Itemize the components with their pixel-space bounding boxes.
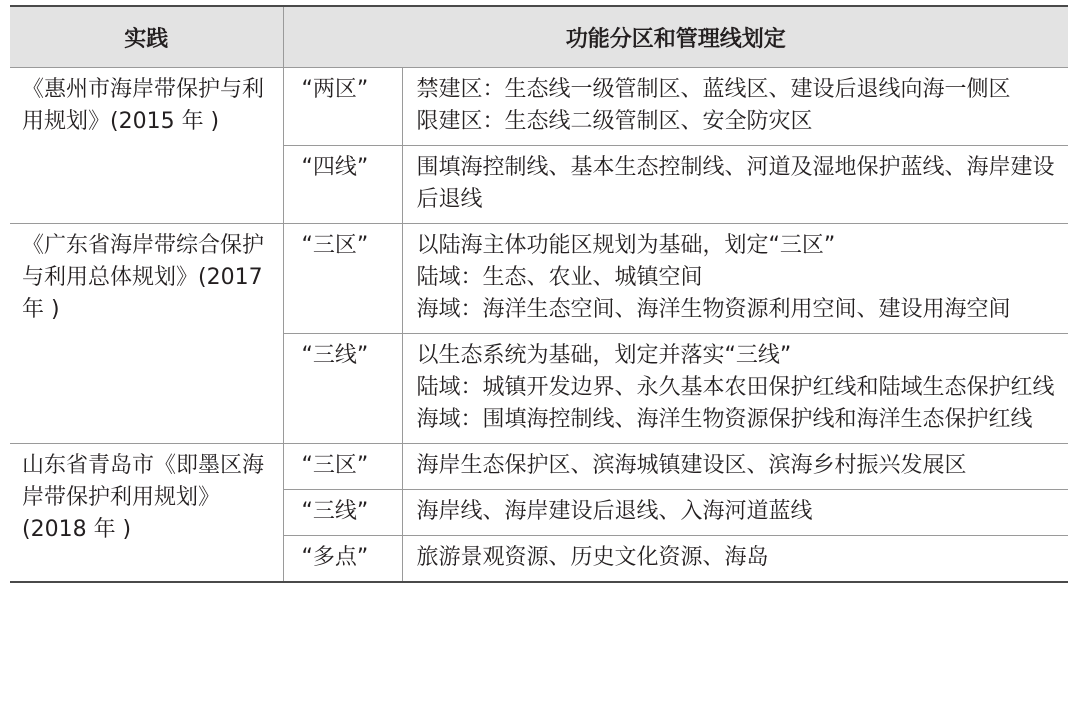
header-zoning: 功能分区和管理线划定 (283, 6, 1068, 68)
zone-type-cell: “三线” (283, 490, 402, 536)
desc-line: 以生态系统为基础，划定并落实“三线” (416, 343, 792, 368)
zone-type-cell: “三区” (283, 444, 402, 490)
desc-line: 陆域：城镇开发边界、永久基本农田保护红线和陆域生态保护红线 (416, 375, 1055, 400)
practice-cell: 《广东省海岸带综合保护与利用总体规划》(2017 年 ) (10, 224, 283, 444)
desc-line: 陆域：生态、农业、城镇空间 (416, 265, 703, 290)
zone-type-cell: “两区” (283, 68, 402, 146)
zone-desc-cell (402, 490, 1068, 536)
desc-line: 围填海控制线、基本生态控制线、河道及湿地保护蓝线、海岸建设后退线 (416, 155, 1055, 212)
table-header-row (10, 6, 1068, 68)
table-row (10, 68, 1068, 146)
zone-type-cell: “四线” (283, 146, 402, 224)
zone-desc-cell (402, 444, 1068, 490)
zone-desc-cell (402, 334, 1068, 444)
desc-line: 限建区：生态线二级管制区、安全防灾区 (416, 109, 813, 134)
table-row (10, 444, 1068, 490)
zone-desc-cell (402, 536, 1068, 583)
table-row (10, 224, 1068, 334)
desc-line: 旅游景观资源、历史文化资源、海岛 (416, 545, 769, 570)
desc-line: 海域：围填海控制线、海洋生物资源保护线和海洋生态保护红线 (416, 407, 1033, 432)
desc-line: 海岸线、海岸建设后退线、入海河道蓝线 (416, 499, 813, 524)
zoning-table (10, 5, 1068, 583)
practice-cell: 《惠州市海岸带保护与利用规划》(2015 年 ) (10, 68, 283, 224)
zone-desc-cell (402, 224, 1068, 334)
zone-type-cell: “三线” (283, 334, 402, 444)
zone-type-cell: “三区” (283, 224, 402, 334)
zone-type-cell: “多点” (283, 536, 402, 583)
desc-line: 海域：海洋生态空间、海洋生物资源利用空间、建设用海空间 (416, 297, 1011, 322)
practice-cell: 山东省青岛市《即墨区海岸带保护利用规划》(2018 年 ) (10, 444, 283, 583)
desc-line: 以陆海主体功能区规划为基础，划定“三区” (416, 233, 836, 258)
zone-desc-cell (402, 68, 1068, 146)
desc-line: 海岸生态保护区、滨海城镇建设区、滨海乡村振兴发展区 (416, 453, 967, 478)
header-practice: 实践 (10, 6, 283, 68)
zone-desc-cell (402, 146, 1068, 224)
desc-line: 禁建区：生态线一级管制区、蓝线区、建设后退线向海一侧区 (416, 77, 1011, 102)
